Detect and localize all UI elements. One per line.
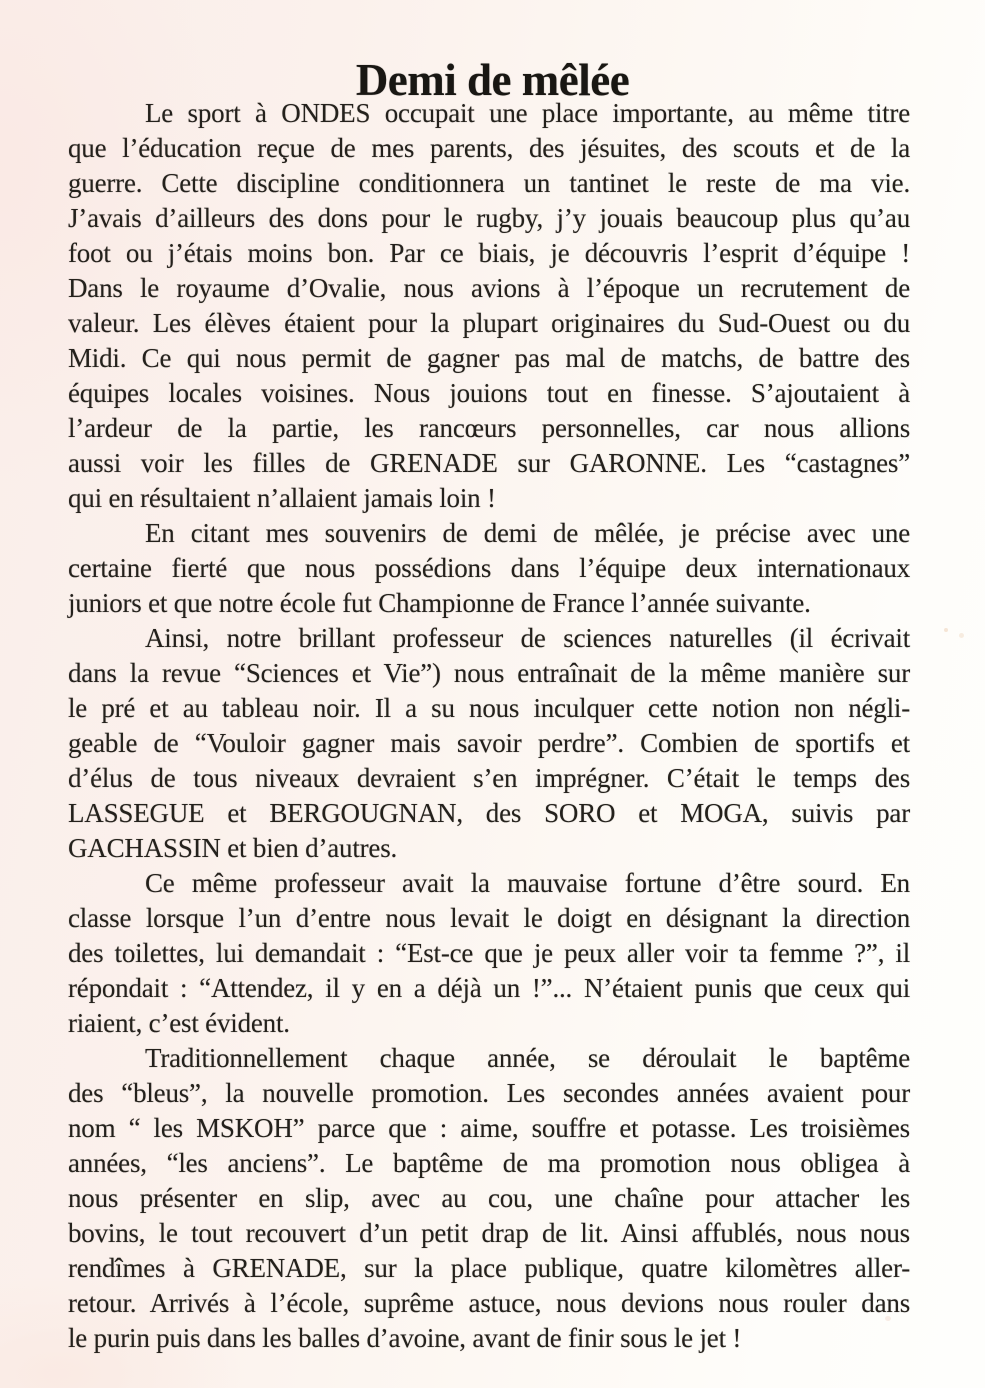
text-line: Ainsi, notre brillant professeur de sciences naturelles (il écrivait <box>145 623 910 653</box>
text-line: juniors et que notre école fut Championne de France l’année suivante. <box>68 588 811 618</box>
text-line: riaient, c’est évident. <box>68 1008 290 1038</box>
text-line: classe lorsque l’un d’entre nous levait le doigt en désignant la direction <box>68 903 910 933</box>
page-title: Demi de mêlée <box>355 55 630 106</box>
scan-speck <box>944 628 948 632</box>
text-line: Dans le royaume d’Ovalie, nous avions à l’époque un recrutement de <box>68 273 910 303</box>
text-line: répondait : “Attendez, il y en a déjà un !”... N’étaient punis que ceux qui <box>68 973 910 1003</box>
text-line: certaine fierté que nous possédions dans l’équipe deux internationaux <box>68 553 910 583</box>
text-line: foot ou j’étais moins bon. Par ce biais, je découvris l’esprit d’équipe ! <box>68 238 910 268</box>
text-line: qui en résultaient n’allaient jamais loin ! <box>68 483 496 513</box>
text-line: En citant mes souvenirs de demi de mêlée, je précise avec une <box>145 518 910 548</box>
text-line: LASSEGUE et BERGOUGNAN, des SORO et MOGA, suivis par <box>68 798 910 828</box>
text-line: des “bleus”, la nouvelle promotion. Les secondes années avaient pour <box>68 1078 910 1108</box>
text-line: équipes locales voisines. Nous jouions tout en finesse. S’ajoutaient à <box>68 378 910 408</box>
text-line: guerre. Cette discipline conditionnera un tantinet le reste de ma vie. <box>68 168 910 198</box>
text-line: le purin puis dans les balles d’avoine, avant de finir sous le jet ! <box>68 1323 742 1353</box>
text-line: rendîmes à GRENADE, sur la place publique, quatre kilomètres aller- <box>68 1253 910 1283</box>
text-line: Ce même professeur avait la mauvaise fortune d’être sourd. En <box>145 868 910 898</box>
page-body <box>68 96 910 1356</box>
text-line: des toilettes, lui demandait : “Est-ce que je peux aller voir ta femme ?”, il <box>68 938 910 968</box>
text-line: J’avais d’ailleurs des dons pour le rugby, j’y jouais beaucoup plus qu’au <box>68 203 910 233</box>
text-line: l’ardeur de la partie, les rancœurs personnelles, car nous allions <box>68 413 910 443</box>
text-line: dans la revue “Sciences et Vie”) nous entraînait de la même manière sur <box>68 658 910 688</box>
paragraph <box>68 866 910 1041</box>
text-line: bovins, le tout recouvert d’un petit drap de lit. Ainsi affublés, nous nous <box>68 1218 910 1248</box>
text-line: geable de “Vouloir gagner mais savoir perdre”. Combien de sportifs et <box>68 728 910 758</box>
text-line: valeur. Les élèves étaient pour la plupart originaires du Sud-Ouest ou du <box>68 308 910 338</box>
text-line: le pré et au tableau noir. Il a su nous inculquer cette notion non négli- <box>68 693 910 723</box>
text-line: nom “ les MSKOH” parce que : aime, souffre et potasse. Les troisièmes <box>68 1113 910 1143</box>
paragraph <box>68 1041 910 1356</box>
text-line: Midi. Ce qui nous permit de gagner pas mal de matchs, de battre des <box>68 343 910 373</box>
text-line: aussi voir les filles de GRENADE sur GARONNE. Les “castagnes” <box>68 448 910 478</box>
text-line: que l’éducation reçue de mes parents, des jésuites, des scouts et de la <box>68 133 910 163</box>
paragraph <box>68 516 910 621</box>
text-line: Le sport à ONDES occupait une place importante, au même titre <box>145 98 910 128</box>
paragraph <box>68 96 910 516</box>
text-line: retour. Arrivés à l’école, suprême astuce, nous devions nous rouler dans <box>68 1288 910 1318</box>
text-line: années, “les anciens”. Le baptême de ma promotion nous obligea à <box>68 1148 910 1178</box>
text-line: GACHASSIN et bien d’autres. <box>68 833 398 863</box>
text-line: d’élus de tous niveaux devraient s’en imprégner. C’était le temps des <box>68 763 910 793</box>
scan-speck <box>959 633 964 638</box>
paragraph <box>68 621 910 866</box>
text-line: nous présenter en slip, avec au cou, une chaîne pour attacher les <box>68 1183 910 1213</box>
text-line: Traditionnellement chaque année, se déroulait le baptême <box>145 1043 910 1073</box>
